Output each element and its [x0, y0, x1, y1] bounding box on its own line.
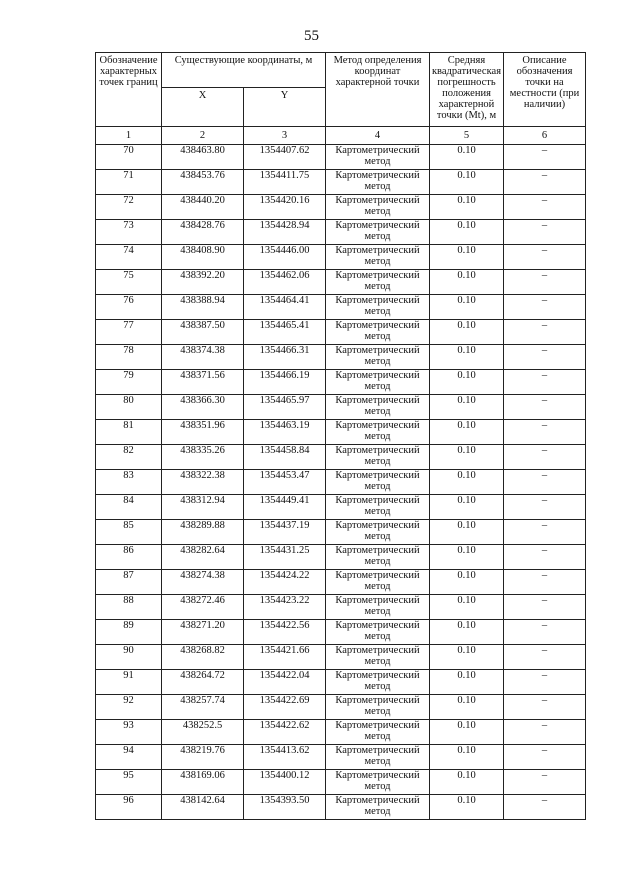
cell-x: 438219.76 [162, 745, 244, 770]
cell-y: 1354466.31 [244, 345, 326, 370]
cell-x: 438257.74 [162, 695, 244, 720]
table-row [96, 595, 586, 620]
cell-description: – [504, 770, 586, 795]
cell-method: Картометрический метод [326, 695, 430, 720]
cell-y: 1354393.50 [244, 795, 326, 820]
cell-x: 438351.96 [162, 420, 244, 445]
table-row [96, 170, 586, 195]
cell-point: 94 [96, 745, 162, 770]
cell-error: 0.10 [430, 445, 504, 470]
cell-x: 438252.5 [162, 720, 244, 745]
cell-method: Картометрический метод [326, 295, 430, 320]
cell-error: 0.10 [430, 570, 504, 595]
cell-description: – [504, 695, 586, 720]
cell-description: – [504, 495, 586, 520]
cell-y: 1354422.04 [244, 670, 326, 695]
cell-point: 82 [96, 445, 162, 470]
cell-y: 1354413.62 [244, 745, 326, 770]
header-y: Y [244, 88, 326, 127]
cell-description: – [504, 745, 586, 770]
table-row [96, 745, 586, 770]
cell-description: – [504, 595, 586, 620]
cell-point: 95 [96, 770, 162, 795]
cell-method: Картометрический метод [326, 795, 430, 820]
cell-description: – [504, 445, 586, 470]
table-row [96, 320, 586, 345]
cell-x: 438322.38 [162, 470, 244, 495]
cell-method: Картометрический метод [326, 445, 430, 470]
cell-error: 0.10 [430, 295, 504, 320]
cell-y: 1354420.16 [244, 195, 326, 220]
table-row [96, 220, 586, 245]
cell-y: 1354446.00 [244, 245, 326, 270]
cell-point: 78 [96, 345, 162, 370]
cell-y: 1354465.41 [244, 320, 326, 345]
cell-point: 93 [96, 720, 162, 745]
cell-error: 0.10 [430, 245, 504, 270]
table-row [96, 495, 586, 520]
cell-point: 91 [96, 670, 162, 695]
cell-error: 0.10 [430, 520, 504, 545]
cell-error: 0.10 [430, 220, 504, 245]
cell-error: 0.10 [430, 795, 504, 820]
cell-x: 438440.20 [162, 195, 244, 220]
coordinates-table [95, 52, 586, 820]
table-row [96, 720, 586, 745]
cell-description: – [504, 545, 586, 570]
cell-error: 0.10 [430, 195, 504, 220]
table-row [96, 770, 586, 795]
cell-x: 438271.20 [162, 620, 244, 645]
cell-description: – [504, 470, 586, 495]
cell-method: Картометрический метод [326, 520, 430, 545]
cell-point: 74 [96, 245, 162, 270]
cell-y: 1354423.22 [244, 595, 326, 620]
cell-y: 1354462.06 [244, 270, 326, 295]
cell-point: 77 [96, 320, 162, 345]
cell-y: 1354421.66 [244, 645, 326, 670]
cell-error: 0.10 [430, 320, 504, 345]
cell-x: 438374.38 [162, 345, 244, 370]
cell-error: 0.10 [430, 770, 504, 795]
cell-method: Картометрический метод [326, 395, 430, 420]
table-row [96, 370, 586, 395]
header-description: Описание обозначения точки на местности (при наличии) [504, 53, 586, 127]
table-row [96, 145, 586, 170]
cell-method: Картометрический метод [326, 495, 430, 520]
cell-description: – [504, 220, 586, 245]
cell-method: Картометрический метод [326, 570, 430, 595]
cell-y: 1354407.62 [244, 145, 326, 170]
cell-method: Картометрический метод [326, 195, 430, 220]
cell-x: 438388.94 [162, 295, 244, 320]
table-row [96, 420, 586, 445]
cell-error: 0.10 [430, 345, 504, 370]
page-number: 55 [304, 28, 319, 44]
cell-error: 0.10 [430, 620, 504, 645]
cell-description: – [504, 420, 586, 445]
table-row [96, 295, 586, 320]
cell-error: 0.10 [430, 745, 504, 770]
table-row [96, 345, 586, 370]
cell-point: 79 [96, 370, 162, 395]
cell-point: 89 [96, 620, 162, 645]
cell-x: 438463.80 [162, 145, 244, 170]
cell-description: – [504, 245, 586, 270]
cell-error: 0.10 [430, 645, 504, 670]
cell-x: 438272.46 [162, 595, 244, 620]
cell-error: 0.10 [430, 695, 504, 720]
cell-method: Картометрический метод [326, 270, 430, 295]
cell-y: 1354431.25 [244, 545, 326, 570]
cell-method: Картометрический метод [326, 595, 430, 620]
column-number: 4 [326, 127, 430, 145]
cell-x: 438371.56 [162, 370, 244, 395]
cell-error: 0.10 [430, 270, 504, 295]
cell-x: 438268.82 [162, 645, 244, 670]
cell-method: Картометрический метод [326, 745, 430, 770]
cell-method: Картометрический метод [326, 620, 430, 645]
cell-x: 438335.26 [162, 445, 244, 470]
cell-x: 438387.50 [162, 320, 244, 345]
column-number: 3 [244, 127, 326, 145]
cell-y: 1354411.75 [244, 170, 326, 195]
column-number: 1 [96, 127, 162, 145]
cell-point: 81 [96, 420, 162, 445]
column-number: 2 [162, 127, 244, 145]
cell-error: 0.10 [430, 670, 504, 695]
table-row [96, 195, 586, 220]
cell-description: – [504, 270, 586, 295]
cell-point: 83 [96, 470, 162, 495]
cell-point: 84 [96, 495, 162, 520]
cell-description: – [504, 170, 586, 195]
table-row [96, 520, 586, 545]
column-number: 5 [430, 127, 504, 145]
cell-description: – [504, 570, 586, 595]
cell-error: 0.10 [430, 720, 504, 745]
cell-x: 438312.94 [162, 495, 244, 520]
table-row [96, 645, 586, 670]
cell-y: 1354465.97 [244, 395, 326, 420]
cell-method: Картометрический метод [326, 220, 430, 245]
table-row [96, 795, 586, 820]
cell-error: 0.10 [430, 395, 504, 420]
table-row [96, 470, 586, 495]
table-row [96, 570, 586, 595]
table-row [96, 270, 586, 295]
cell-x: 438408.90 [162, 245, 244, 270]
cell-method: Картометрический метод [326, 370, 430, 395]
cell-point: 90 [96, 645, 162, 670]
cell-method: Картометрический метод [326, 170, 430, 195]
header-method: Метод определения координат характерной точки [326, 53, 430, 127]
table-body [96, 145, 586, 820]
cell-method: Картометрический метод [326, 545, 430, 570]
table-row [96, 670, 586, 695]
cell-description: – [504, 145, 586, 170]
cell-error: 0.10 [430, 470, 504, 495]
cell-y: 1354464.41 [244, 295, 326, 320]
cell-description: – [504, 395, 586, 420]
cell-description: – [504, 320, 586, 345]
cell-method: Картометрический метод [326, 420, 430, 445]
cell-x: 438289.88 [162, 520, 244, 545]
cell-x: 438264.72 [162, 670, 244, 695]
cell-x: 438392.20 [162, 270, 244, 295]
cell-error: 0.10 [430, 595, 504, 620]
cell-method: Картометрический метод [326, 645, 430, 670]
cell-error: 0.10 [430, 420, 504, 445]
cell-y: 1354466.19 [244, 370, 326, 395]
cell-x: 438428.76 [162, 220, 244, 245]
cell-point: 88 [96, 595, 162, 620]
cell-point: 85 [96, 520, 162, 545]
cell-error: 0.10 [430, 170, 504, 195]
header-error: Средняя квадратическая погрешность положения характерной точки (Mt), м [430, 53, 504, 127]
cell-x: 438142.64 [162, 795, 244, 820]
cell-x: 438453.76 [162, 170, 244, 195]
cell-method: Картометрический метод [326, 320, 430, 345]
cell-x: 438366.30 [162, 395, 244, 420]
cell-point: 92 [96, 695, 162, 720]
cell-point: 80 [96, 395, 162, 420]
cell-y: 1354422.62 [244, 720, 326, 745]
cell-description: – [504, 295, 586, 320]
cell-y: 1354400.12 [244, 770, 326, 795]
cell-description: – [504, 670, 586, 695]
cell-y: 1354449.41 [244, 495, 326, 520]
cell-y: 1354422.69 [244, 695, 326, 720]
cell-y: 1354424.22 [244, 570, 326, 595]
cell-x: 438282.64 [162, 545, 244, 570]
cell-method: Картометрический метод [326, 345, 430, 370]
cell-description: – [504, 345, 586, 370]
cell-point: 86 [96, 545, 162, 570]
cell-y: 1354453.47 [244, 470, 326, 495]
header-coordinates: Существующие координаты, м [162, 53, 326, 88]
cell-description: – [504, 195, 586, 220]
cell-method: Картометрический метод [326, 145, 430, 170]
cell-x: 438169.06 [162, 770, 244, 795]
cell-description: – [504, 370, 586, 395]
header-x: X [162, 88, 244, 127]
cell-error: 0.10 [430, 370, 504, 395]
cell-method: Картометрический метод [326, 770, 430, 795]
cell-method: Картометрический метод [326, 245, 430, 270]
cell-method: Картометрический метод [326, 670, 430, 695]
cell-point: 73 [96, 220, 162, 245]
column-number: 6 [504, 127, 586, 145]
cell-description: – [504, 520, 586, 545]
cell-point: 71 [96, 170, 162, 195]
cell-error: 0.10 [430, 145, 504, 170]
cell-description: – [504, 620, 586, 645]
cell-point: 72 [96, 195, 162, 220]
cell-description: – [504, 720, 586, 745]
header-point: Обозначение характерных точек границ [96, 53, 162, 127]
cell-point: 96 [96, 795, 162, 820]
cell-method: Картометрический метод [326, 720, 430, 745]
cell-y: 1354437.19 [244, 520, 326, 545]
table-row [96, 620, 586, 645]
cell-point: 75 [96, 270, 162, 295]
cell-y: 1354428.94 [244, 220, 326, 245]
cell-y: 1354458.84 [244, 445, 326, 470]
table-row [96, 695, 586, 720]
table-row [96, 545, 586, 570]
cell-description: – [504, 795, 586, 820]
table-row [96, 245, 586, 270]
cell-y: 1354463.19 [244, 420, 326, 445]
cell-method: Картометрический метод [326, 470, 430, 495]
cell-point: 87 [96, 570, 162, 595]
cell-description: – [504, 645, 586, 670]
cell-error: 0.10 [430, 545, 504, 570]
cell-point: 70 [96, 145, 162, 170]
cell-x: 438274.38 [162, 570, 244, 595]
cell-point: 76 [96, 295, 162, 320]
cell-error: 0.10 [430, 495, 504, 520]
table-row [96, 395, 586, 420]
table-row [96, 445, 586, 470]
cell-y: 1354422.56 [244, 620, 326, 645]
